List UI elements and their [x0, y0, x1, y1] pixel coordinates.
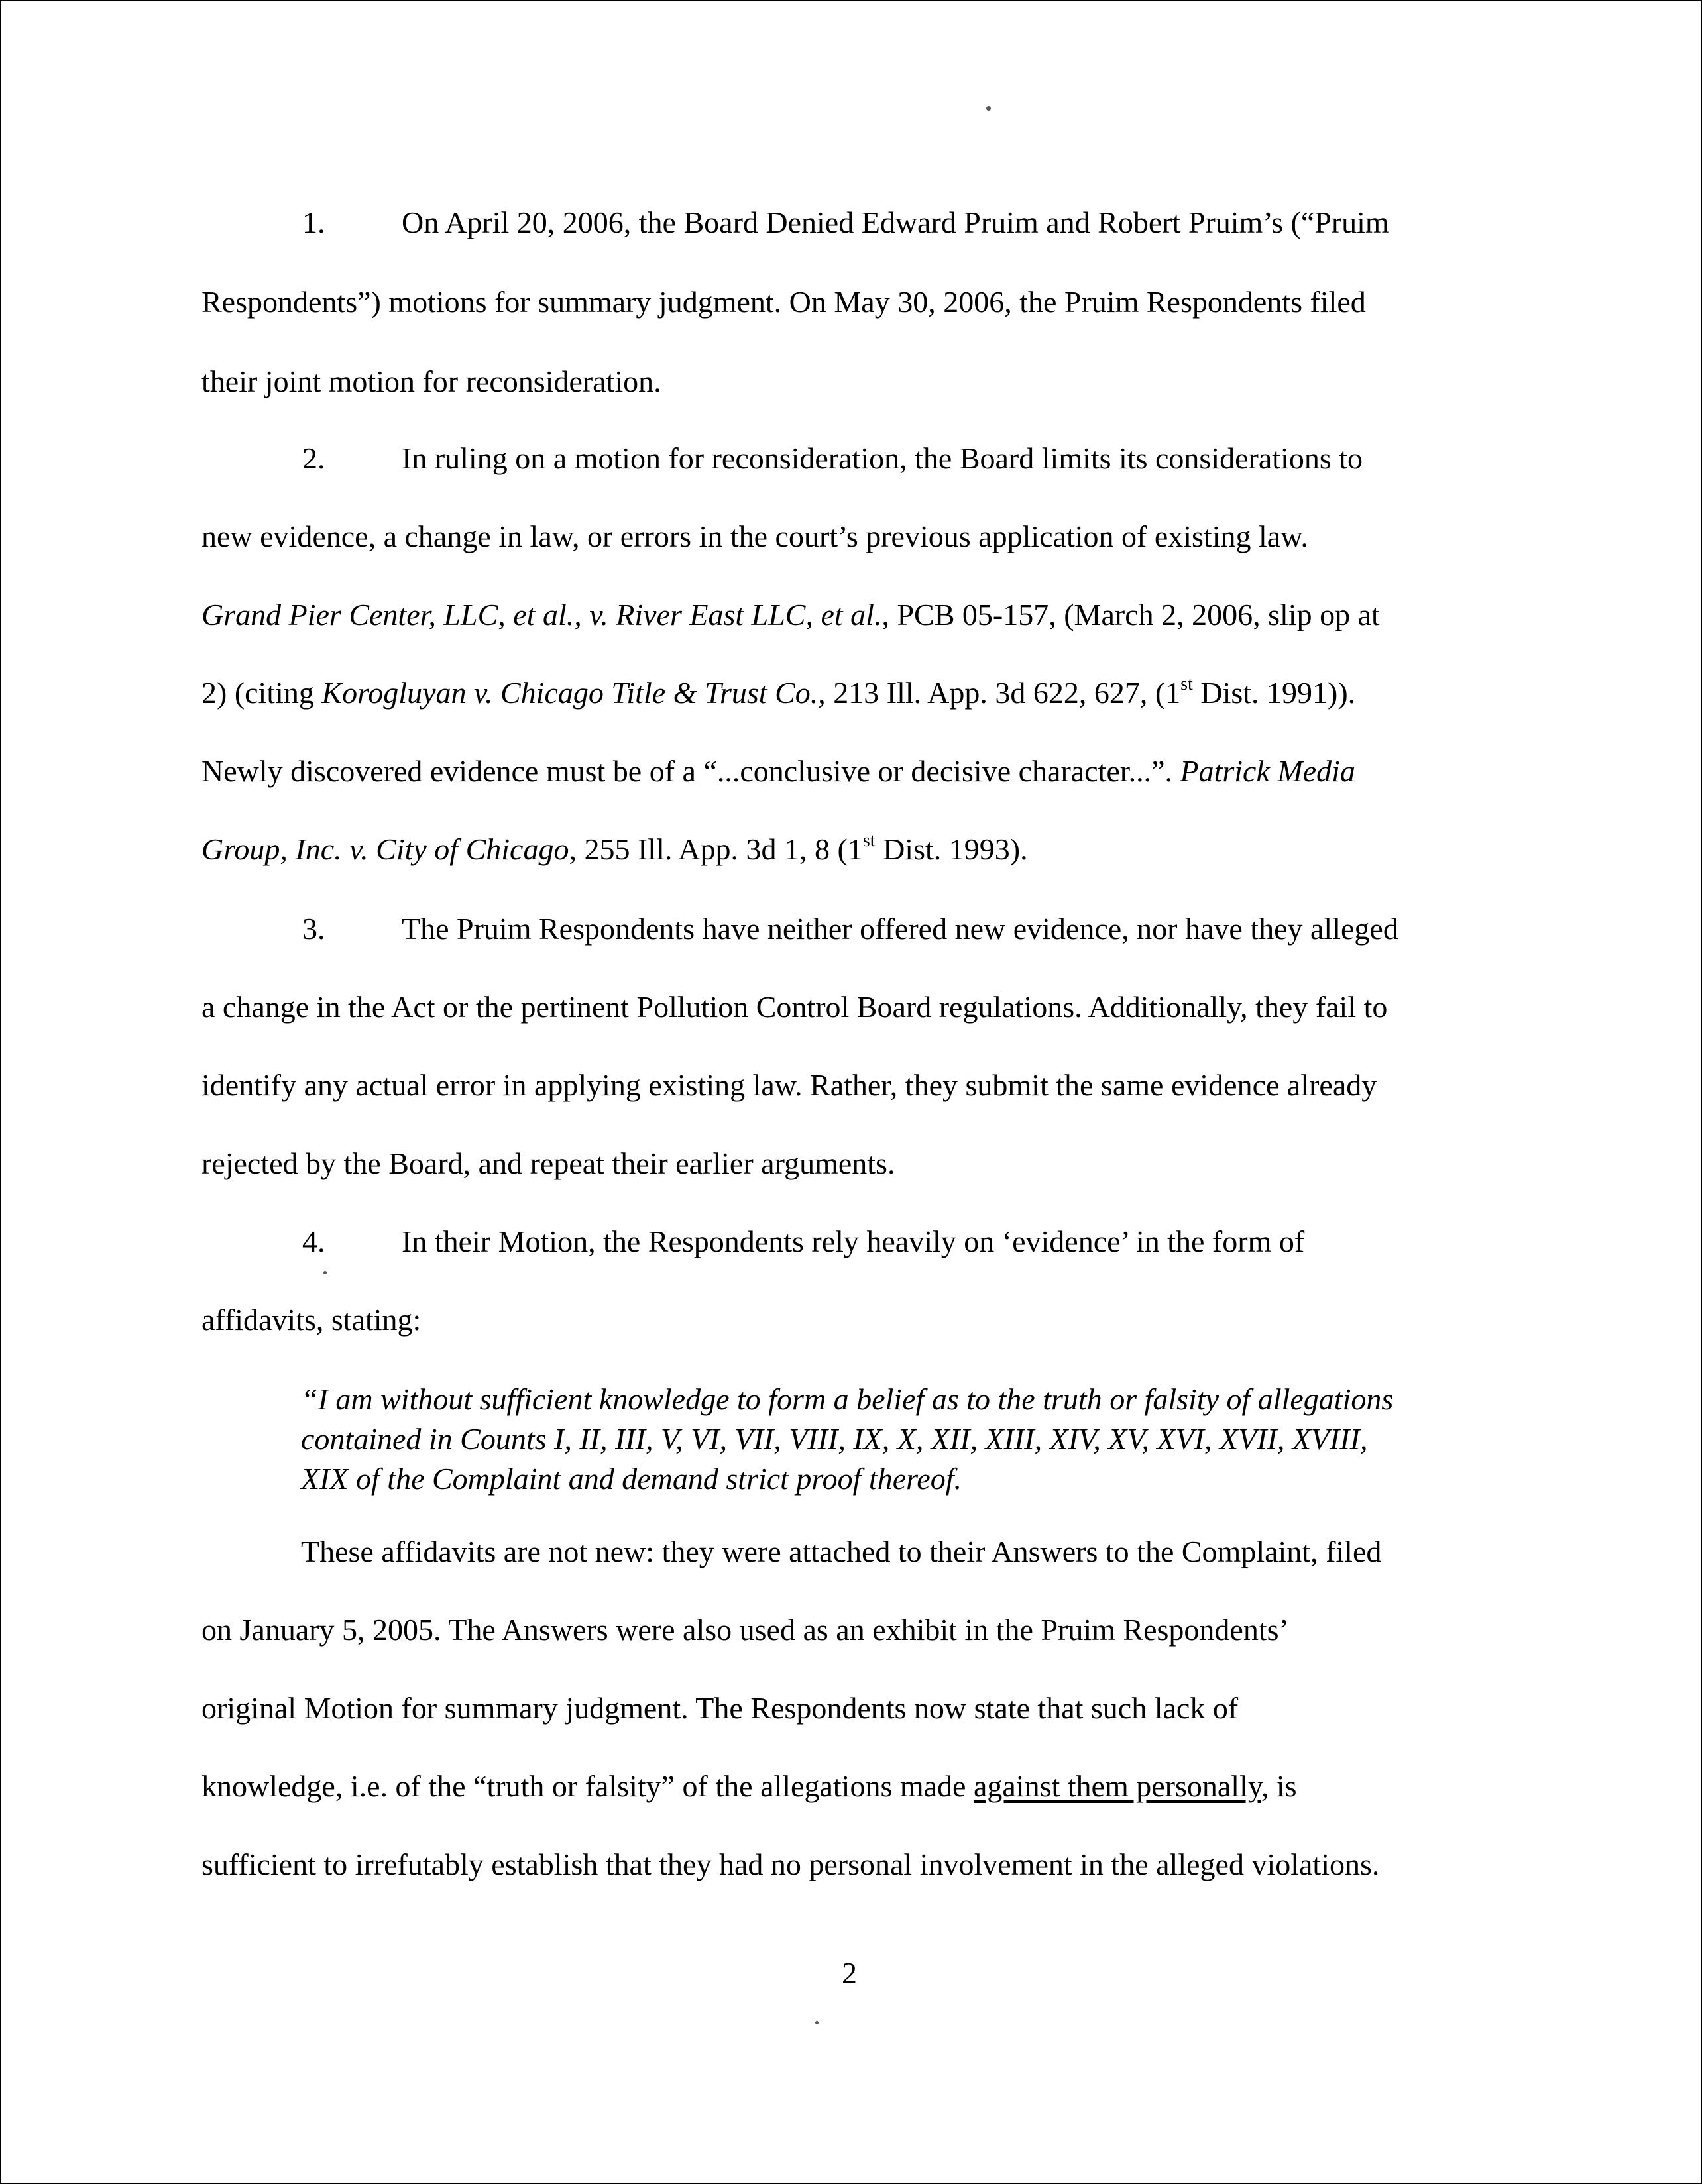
ordinal-suffix: st	[1180, 673, 1193, 694]
paragraph-2-line-2: new evidence, a change in law, or errors in the court’s previous application of existing law.	[201, 519, 1308, 553]
scan-speck	[815, 2021, 819, 2024]
paragraph-4-line-2: affidavits, stating:	[201, 1303, 422, 1337]
paragraph-5-line-3: original Motion for summary judgment. The Respondents now state that such lack of	[201, 1691, 1239, 1725]
paragraph-3-line-3: identify any actual error in applying existing law. Rather, they submit the same evidence already	[201, 1068, 1377, 1102]
citation-reporter: , 255 Ill. App. 3d 1, 8 (1	[569, 832, 863, 866]
paragraph-3-line-4: rejected by the Board, and repeat their earlier arguments.	[201, 1146, 895, 1180]
underlined-emphasis: against them personally	[973, 1769, 1261, 1803]
paragraph-4-number: 4.	[302, 1225, 325, 1258]
affidavit-quote-line-2: contained in Counts I, II, III, V, VI, VII, VIII, IX, X, XII, XIII, XIV, XV, XVI, XVII, XVIII,	[301, 1422, 1368, 1456]
citation-court: Dist. 1993).	[875, 832, 1028, 866]
paragraph-2-line-4	[201, 675, 1355, 712]
citation-reporter: , 213 Ill. App. 3d 622, 627, (1	[818, 676, 1181, 710]
knowledge-text-end: , is	[1261, 1769, 1297, 1803]
scan-speck	[323, 1271, 327, 1274]
paragraph-4-line-1: In their Motion, the Respondents rely heavily on ‘evidence’ in the form of	[402, 1225, 1305, 1258]
ordinal-suffix: st	[862, 830, 876, 851]
case-citation-korogluyan: Korogluyan v. Chicago Title & Trust Co.	[321, 676, 819, 710]
case-citation-patrick-media: Patrick Media	[1180, 754, 1355, 788]
paragraph-3-line-1: The Pruim Respondents have neither offered new evidence, nor have they alleged	[402, 912, 1398, 946]
citation-court: Dist. 1991)).	[1192, 676, 1356, 710]
knowledge-text: knowledge, i.e. of the “truth or falsity” of the allegations made	[201, 1769, 974, 1803]
paragraph-2-number: 2.	[302, 441, 325, 475]
paragraph-3-number: 3.	[302, 912, 325, 946]
paragraph-1-line-3: their joint motion for reconsideration.	[201, 364, 661, 398]
affidavit-quote-line-1: “I am without sufficient knowledge to form a belief as to the truth or falsity of allegations	[301, 1382, 1394, 1416]
paragraph-5-line-4	[201, 1768, 1297, 1805]
paragraph-2-line-1: In ruling on a motion for reconsideration, the Board limits its considerations to	[402, 441, 1363, 475]
paragraph-2-line-6	[201, 831, 1028, 868]
paragraph-1-line-2: Respondents”) motions for summary judgment. On May 30, 2006, the Pruim Respondents filed	[201, 285, 1366, 319]
paragraph-5-line-5: sufficient to irrefutably establish that they had no personal involvement in the alleged violations.	[201, 1847, 1380, 1881]
case-citation-grand-pier: Grand Pier Center, LLC, et al., v. River East LLC, et al.	[201, 598, 882, 631]
page-number: 2	[842, 1956, 857, 1990]
scan-speck	[986, 106, 991, 111]
evidence-standard-text: Newly discovered evidence must be of a “...conclusive or decisive character...”.	[201, 754, 1180, 788]
paragraph-5-line-2: on January 5, 2005. The Answers were also used as an exhibit in the Pruim Respondents’	[201, 1613, 1289, 1647]
citation-detail: , PCB 05-157, (March 2, 2006, slip op at	[881, 598, 1380, 631]
paragraph-1-number: 1.	[302, 205, 325, 239]
case-citation-patrick-media-cont: Group, Inc. v. City of Chicago	[201, 832, 569, 866]
paragraph-5-line-1: These affidavits are not new: they were attached to their Answers to the Complaint, filed	[301, 1535, 1382, 1568]
citation-prefix: 2) (citing	[201, 676, 322, 710]
paragraph-3-line-2: a change in the Act or the pertinent Pollution Control Board regulations. Additionally, they fail to	[201, 990, 1388, 1024]
paragraph-2-line-5	[201, 753, 1355, 790]
paragraph-1-line-1: On April 20, 2006, the Board Denied Edward Pruim and Robert Pruim’s (“Pruim	[402, 205, 1389, 239]
affidavit-quote-line-3: XIX of the Complaint and demand strict proof thereof.	[301, 1462, 962, 1496]
paragraph-2-line-3	[201, 596, 1380, 633]
